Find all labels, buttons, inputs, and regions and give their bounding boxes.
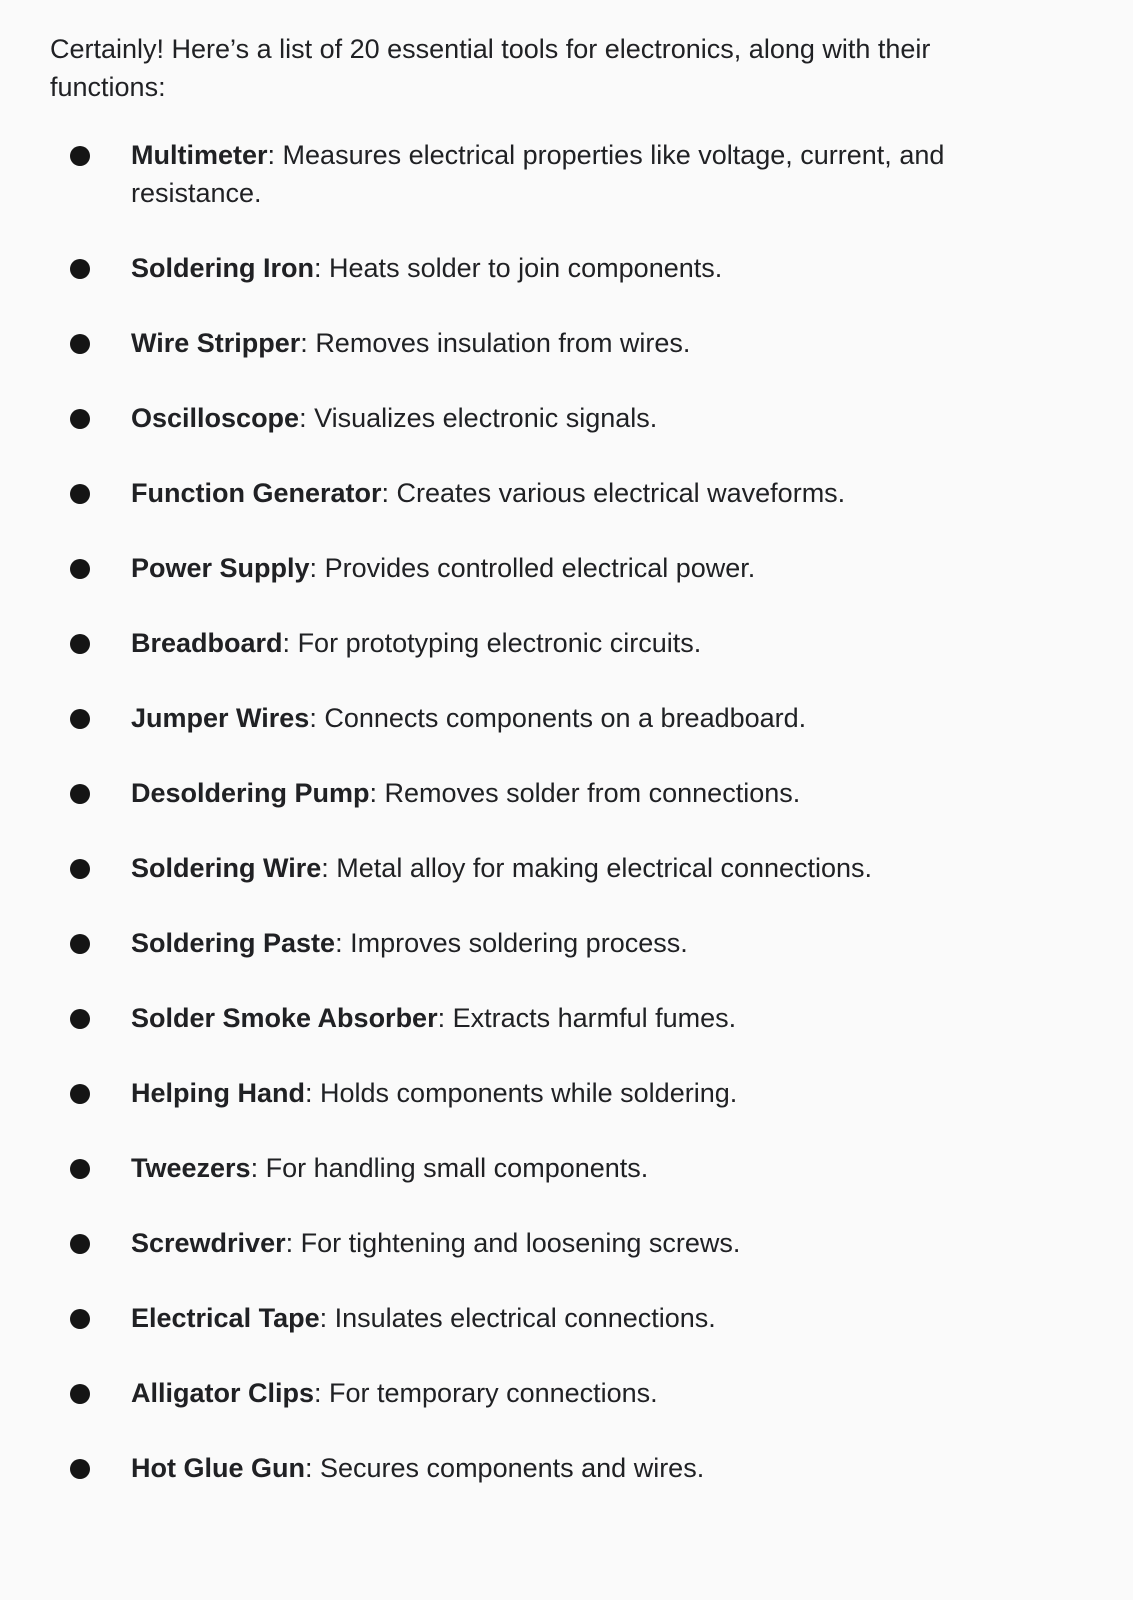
list-item (50, 924, 1011, 962)
tool-name: Power Supply (131, 553, 310, 583)
bullet-icon (70, 409, 90, 429)
bullet-icon (70, 934, 90, 954)
separator: : (321, 853, 337, 883)
bullet-icon (70, 1309, 90, 1329)
list-item (50, 999, 1011, 1037)
tool-description: Secures components and wires. (320, 1453, 705, 1483)
list-item (50, 1449, 1011, 1487)
separator: : (285, 1228, 301, 1258)
list-item (50, 549, 1011, 587)
tool-description: For prototyping electronic circuits. (297, 628, 702, 658)
tool-name: Desoldering Pump (131, 778, 370, 808)
list-item (50, 774, 1011, 812)
list-item (50, 399, 1011, 437)
tool-description: Extracts harmful fumes. (452, 1003, 737, 1033)
tool-name: Wire Stripper (131, 328, 301, 358)
list-item (50, 136, 1011, 212)
bullet-icon (70, 1009, 90, 1029)
separator: : (381, 478, 397, 508)
tool-description: Insulates electrical connections. (334, 1303, 716, 1333)
separator: : (437, 1003, 453, 1033)
bullet-icon (70, 484, 90, 504)
separator: : (304, 1453, 320, 1483)
tool-name: Breadboard (131, 628, 283, 658)
separator: : (309, 703, 325, 733)
list-item (50, 324, 1011, 362)
bullet-icon (70, 709, 90, 729)
tool-description: Removes insulation from wires. (315, 328, 691, 358)
separator: : (335, 928, 351, 958)
list-item (50, 1374, 1011, 1412)
bullet-icon (70, 1384, 90, 1404)
tool-description: Improves soldering process. (350, 928, 688, 958)
list-item (50, 249, 1011, 287)
list-item (50, 1074, 1011, 1112)
bullet-icon (70, 259, 90, 279)
tool-name: Solder Smoke Absorber (131, 1003, 438, 1033)
bullet-icon (70, 634, 90, 654)
tool-name: Hot Glue Gun (131, 1453, 305, 1483)
separator: : (300, 328, 316, 358)
tool-description: For tightening and loosening screws. (300, 1228, 741, 1258)
tool-description: For handling small components. (265, 1153, 649, 1183)
bullet-icon (70, 859, 90, 879)
separator: : (369, 778, 385, 808)
tool-description: Visualizes electronic signals. (314, 403, 658, 433)
separator: : (314, 1378, 330, 1408)
list-item (50, 474, 1011, 512)
tool-name: Function Generator (131, 478, 382, 508)
separator: : (314, 253, 330, 283)
tool-description: Removes solder from connections. (384, 778, 801, 808)
tool-name: Soldering Paste (131, 928, 336, 958)
bullet-icon (70, 1159, 90, 1179)
tool-description: Holds components while soldering. (320, 1078, 738, 1108)
list-item (50, 1224, 1011, 1262)
intro-text: Certainly! Here’s a list of 20 essential tools for electronics, along with their functions: (50, 34, 931, 102)
bullet-icon (70, 1234, 90, 1254)
tool-name: Electrical Tape (131, 1303, 320, 1333)
tool-name: Alligator Clips (131, 1378, 315, 1408)
tool-description: For temporary connections. (329, 1378, 658, 1408)
tool-name: Multimeter (131, 140, 268, 170)
separator: : (250, 1153, 266, 1183)
tool-list (50, 136, 1083, 1487)
tool-name: Helping Hand (131, 1078, 305, 1108)
separator: : (319, 1303, 335, 1333)
separator: : (267, 140, 283, 170)
tool-name: Screwdriver (131, 1228, 286, 1258)
separator: : (309, 553, 325, 583)
tool-description: Measures electrical properties like voltage, current, and resistance. (131, 140, 945, 208)
list-item (50, 849, 1011, 887)
list-item (50, 624, 1011, 662)
separator: : (305, 1078, 321, 1108)
separator: : (282, 628, 298, 658)
tool-name: Oscilloscope (131, 403, 300, 433)
tool-description: Metal alloy for making electrical connections. (336, 853, 873, 883)
bullet-icon (70, 1459, 90, 1479)
tool-description: Heats solder to join components. (329, 253, 723, 283)
tool-description: Creates various electrical waveforms. (396, 478, 846, 508)
tool-name: Tweezers (131, 1153, 251, 1183)
list-item (50, 1149, 1011, 1187)
tool-description: Connects components on a breadboard. (324, 703, 807, 733)
separator: : (299, 403, 315, 433)
tool-name: Jumper Wires (131, 703, 310, 733)
bullet-icon (70, 784, 90, 804)
tool-name: Soldering Iron (131, 253, 315, 283)
bullet-icon (70, 559, 90, 579)
tool-description: Provides controlled electrical power. (324, 553, 756, 583)
tool-name: Soldering Wire (131, 853, 322, 883)
bullet-icon (70, 334, 90, 354)
list-item (50, 699, 1011, 737)
list-item (50, 1299, 1011, 1337)
bullet-icon (70, 146, 90, 166)
bullet-icon (70, 1084, 90, 1104)
